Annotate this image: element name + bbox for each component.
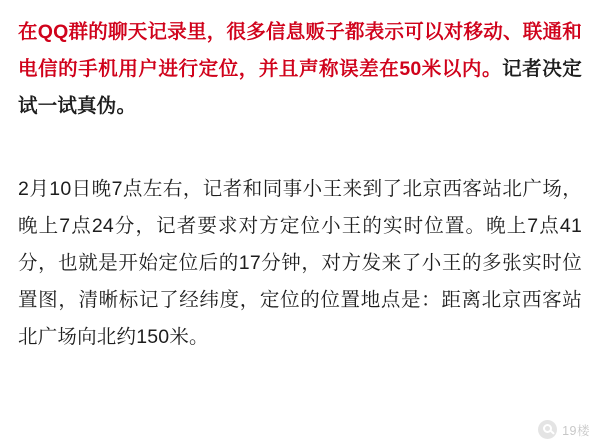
body-paragraph: 2月10日晚7点左右，记者和同事小王来到了北京西客站北广场，晚上7点24分，记者要求对方定位小王的实时位置。晚上7点41分，也就是开始定位后的17分钟，对方发来了小王的多张实时位置图，清晰标记了经纬度，定位的位置地点是：距离北京西客站北广场向北约150米。 xyxy=(18,178,582,348)
lead-highlight-text: 在QQ群的聊天记录里，很多信息贩子都表示可以对移动、联通和电信的手机用户进行定位，并且声称误差在50米以内。 xyxy=(18,21,582,80)
lead-paragraph xyxy=(18,14,582,125)
lead-tail-text: 记者决定试一试真伪。 xyxy=(18,58,582,117)
watermark xyxy=(538,420,590,439)
watermark-label: 19楼 xyxy=(562,423,590,438)
magnifier-circle-icon xyxy=(538,420,557,439)
article-body xyxy=(18,14,582,356)
